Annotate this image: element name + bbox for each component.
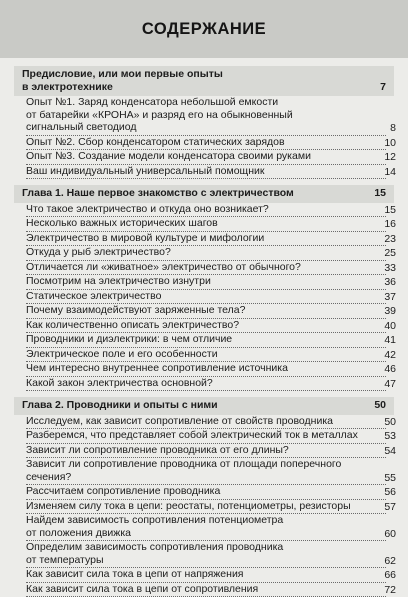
toc-entry-page-number: 40 (384, 320, 396, 333)
toc-entry[interactable] (26, 541, 386, 568)
toc-entry-page-number: 39 (384, 305, 396, 318)
toc-entry[interactable] (26, 304, 386, 319)
toc-entry[interactable] (26, 444, 386, 459)
toc-entry-text-line: Как зависит сила тока в цепи от сопротивления (26, 583, 386, 596)
toc-entry-text-line: Проводники и диэлектрики: в чем отличие (26, 333, 386, 346)
section-heading[interactable] (22, 187, 386, 200)
toc-entry-text-line: Как зависит сила тока в цепи от напряжения (26, 568, 386, 581)
toc-entry[interactable] (26, 275, 386, 290)
section-heading-band (14, 397, 394, 415)
toc-entry-page-number: 55 (384, 472, 396, 485)
table-of-contents (0, 66, 408, 597)
toc-entry[interactable] (26, 203, 386, 218)
toc-entry[interactable] (26, 514, 386, 541)
toc-entry[interactable] (26, 333, 386, 348)
toc-entry-text-line: Ваш индивидуальный универсальный помощник (26, 165, 386, 178)
toc-entry-page-number: 37 (384, 291, 396, 304)
page-title: СОДЕРЖАНИЕ (0, 20, 408, 39)
toc-entry-text-line: Чем интересно внутреннее сопротивление источника (26, 362, 386, 375)
toc-entry-text-line: Изменяем силу тока в цепи: реостаты, потенциометры, резисторы (26, 500, 386, 513)
toc-entry[interactable] (26, 362, 386, 377)
section-heading-text-line: Глава 2. Проводники и опыты с ними (22, 399, 376, 412)
toc-entry-page-number: 12 (384, 151, 396, 164)
toc-entry-text-line: сигнальный светодиод (26, 121, 386, 134)
toc-entry[interactable] (26, 217, 386, 232)
toc-entry-page-number: 14 (384, 166, 396, 179)
toc-entry-text-line: Исследуем, как зависит сопротивление от свойств проводника (26, 415, 386, 428)
toc-entry[interactable] (26, 246, 386, 261)
toc-entry[interactable] (26, 568, 386, 583)
toc-entry-text-line: Опыт №1. Заряд конденсатора небольшой емкости (26, 96, 386, 109)
toc-entry-page-number: 23 (384, 233, 396, 246)
toc-entry-text-line: Электрическое поле и его особенности (26, 348, 386, 361)
toc-entry-page-number: 53 (384, 430, 396, 443)
toc-entry-page-number: 16 (384, 218, 396, 231)
toc-entry-page-number: 10 (384, 137, 396, 150)
toc-entry-text-line: Несколько важных исторических шагов (26, 217, 386, 230)
section-heading-text-line: Предисловие, или мои первые опыты (22, 68, 376, 81)
toc-entry[interactable] (26, 136, 386, 151)
toc-entry[interactable] (26, 500, 386, 515)
toc-entry[interactable] (26, 319, 386, 334)
toc-entry-text-line: от батарейки «КРОНА» и разряд его на обыкновенный (26, 109, 386, 122)
toc-entry-text-line: Откуда у рыб электричество? (26, 246, 386, 259)
toc-entry-text-line: Отличается ли «живатное» электричество от обычного? (26, 261, 386, 274)
toc-entry-text-line: Опыт №3. Создание модели конденсатора своими руками (26, 150, 386, 163)
toc-entry-text-line: Найдем зависимость сопротивления потенциометра (26, 514, 386, 527)
toc-entry-text-line: Статическое электричество (26, 290, 386, 303)
toc-entry-page-number: 46 (384, 363, 396, 376)
toc-entry-page-number: 47 (384, 378, 396, 391)
toc-entry[interactable] (26, 290, 386, 305)
toc-entry-text-line: Рассчитаем сопротивление проводника (26, 485, 386, 498)
section-heading-page-number: 50 (374, 399, 386, 412)
section-heading[interactable] (22, 399, 386, 412)
toc-entry-page-number: 41 (384, 334, 396, 347)
toc-entry-page-number: 54 (384, 445, 396, 458)
toc-entry-page-number: 8 (390, 122, 396, 135)
section-heading-band (14, 185, 394, 203)
toc-entry-text-line: от температуры (26, 554, 386, 567)
toc-entry[interactable] (26, 485, 386, 500)
toc-entry-page-number: 15 (384, 204, 396, 217)
toc-entry-page-number: 57 (384, 501, 396, 514)
toc-entry[interactable] (26, 96, 386, 136)
toc-entry-page-number: 62 (384, 555, 396, 568)
section-heading-text-line: Глава 1. Наше первое знакомство с электричеством (22, 187, 376, 200)
toc-entry-page-number: 50 (384, 416, 396, 429)
toc-entry-text-line: Что такое электричество и откуда оно возникает? (26, 203, 386, 216)
toc-entry-text-line: Какой закон электричества основной? (26, 377, 386, 390)
toc-entry-text-line: Посмотрим на электричество изнутри (26, 275, 386, 288)
toc-entry[interactable] (26, 348, 386, 363)
section-heading-page-number: 15 (374, 187, 386, 200)
toc-entry-page-number: 33 (384, 262, 396, 275)
toc-entry-text-line: Зависит ли сопротивление проводника от площади поперечного (26, 458, 386, 471)
section-heading[interactable] (22, 68, 386, 93)
toc-entry-text-line: Определим зависимость сопротивления проводника (26, 541, 386, 554)
toc-entry-text-line: Почему взаимодействуют заряженные тела? (26, 304, 386, 317)
toc-entry-page-number: 66 (384, 569, 396, 582)
toc-entry[interactable] (26, 165, 386, 180)
toc-entry-page-number: 60 (384, 528, 396, 541)
toc-entry[interactable] (26, 261, 386, 276)
toc-entry[interactable] (26, 429, 386, 444)
section-heading-page-number: 7 (380, 81, 386, 94)
toc-entry-text-line: Как количественно описать электричество? (26, 319, 386, 332)
toc-entry-page-number: 56 (384, 486, 396, 499)
toc-entry[interactable] (26, 150, 386, 165)
toc-entry-text-line: сечения? (26, 471, 386, 484)
toc-entry[interactable] (26, 458, 386, 485)
toc-entry-page-number: 72 (384, 584, 396, 597)
section-heading-band (14, 66, 394, 96)
toc-entry-page-number: 36 (384, 276, 396, 289)
toc-entry-text-line: Электричество в мировой культуре и мифологии (26, 232, 386, 245)
toc-entry-text-line: Зависит ли сопротивление проводника от его длины? (26, 444, 386, 457)
toc-entry-text-line: Разберемся, что представляет собой электрический ток в металлах (26, 429, 386, 442)
toc-entry-text-line: Опыт №2. Сбор конденсатором статических зарядов (26, 136, 386, 149)
toc-entry[interactable] (26, 415, 386, 430)
section-heading-text-line: в электротехнике (22, 81, 376, 94)
toc-entry-page-number: 25 (384, 247, 396, 260)
toc-entry[interactable] (26, 377, 386, 392)
toc-entry-text-line: от положения движка (26, 527, 386, 540)
toc-entry-page-number: 42 (384, 349, 396, 362)
toc-entry[interactable] (26, 232, 386, 247)
